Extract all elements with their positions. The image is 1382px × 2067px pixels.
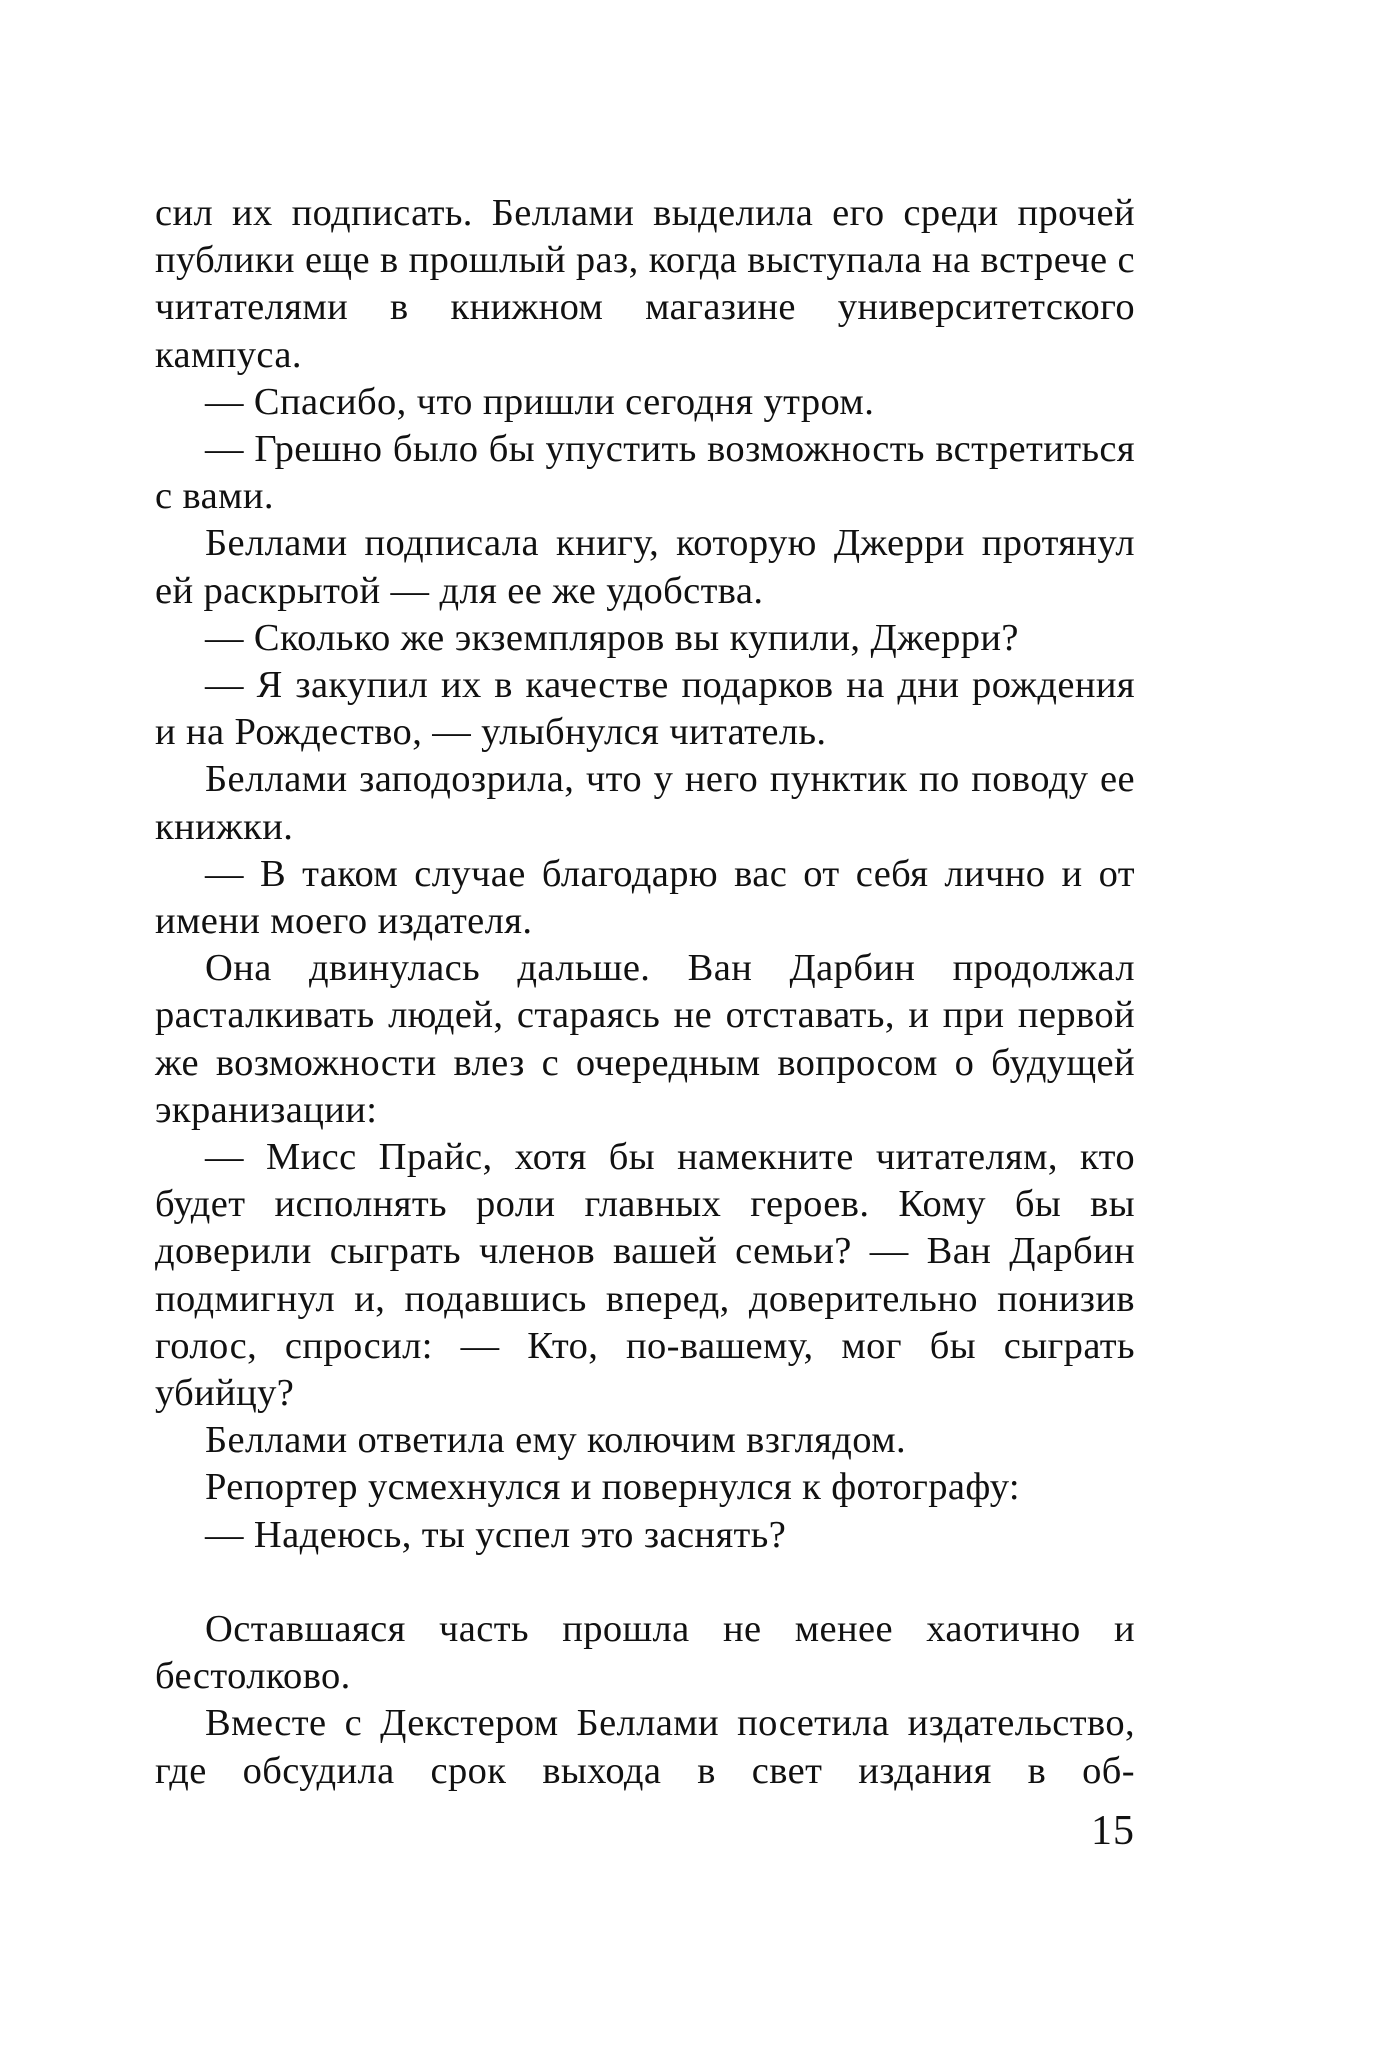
section-break <box>155 1559 1135 1606</box>
paragraph-dialogue: — Надеюсь, ты успел это заснять? <box>205 1513 787 1556</box>
paragraph-dialogue: — Сколько же экземпляров вы купили, Джерри? <box>205 616 1019 659</box>
paragraph-dialogue: — Мисс Прайс, хотя бы намекните читателям, кто будет исполнять роли главных героев. Кому бы вы доверили сыграть членов вашей семьи? — Ван Дарбин подмигнул и, подавшись вперед, доверительно понизив голос, спросил: — Кто, по-вашему, мог бы сыграть убийцу? <box>155 1136 1135 1415</box>
paragraph-narration: Беллами заподозрила, что у него пунктик по поводу ее книжки. <box>155 758 1135 848</box>
paragraph-narration: Репортер усмехнулся и повернулся к фотографу: <box>205 1466 1021 1509</box>
paragraph-narration: Вместе с Декстером Беллами посетила издательство, где обсудила срок выхода в свет издания в об- <box>155 1702 1135 1792</box>
paragraph-narration: Она двинулась дальше. Ван Дарбин продолжал расталкивать людей, стараясь не отставать, и при первой же возможности влез с очередным вопросом о будущей экранизации: <box>155 947 1135 1131</box>
body-text <box>155 190 1135 1795</box>
paragraph-narration: Беллами подписала книгу, которую Джерри протянул ей раскрытой — для ее же удобства. <box>155 522 1135 612</box>
paragraph-narration: Оставшаяся часть прошла не менее хаотично и бестолково. <box>155 1608 1135 1698</box>
paragraph-continuation: сил их подписать. Беллами выделила его среди прочей публики еще в прошлый раз, когда выступала на встрече с читателями в книжном магазине университетского кампуса. <box>155 192 1135 376</box>
page-number: 15 <box>1091 1808 1135 1854</box>
paragraph-dialogue: — В таком случае благодарю вас от себя лично и от имени моего издателя. <box>155 852 1135 943</box>
paragraph-dialogue: — Грешно было бы упустить возможность встретиться с вами. <box>155 428 1135 518</box>
paragraph-dialogue: — Я закупил их в качестве подарков на дни рождения и на Рождество, — улыбнулся читатель. <box>155 664 1135 754</box>
paragraph-dialogue: — Спасибо, что пришли сегодня утром. <box>205 380 875 423</box>
paragraph-narration: Беллами ответила ему колючим взглядом. <box>205 1419 906 1462</box>
